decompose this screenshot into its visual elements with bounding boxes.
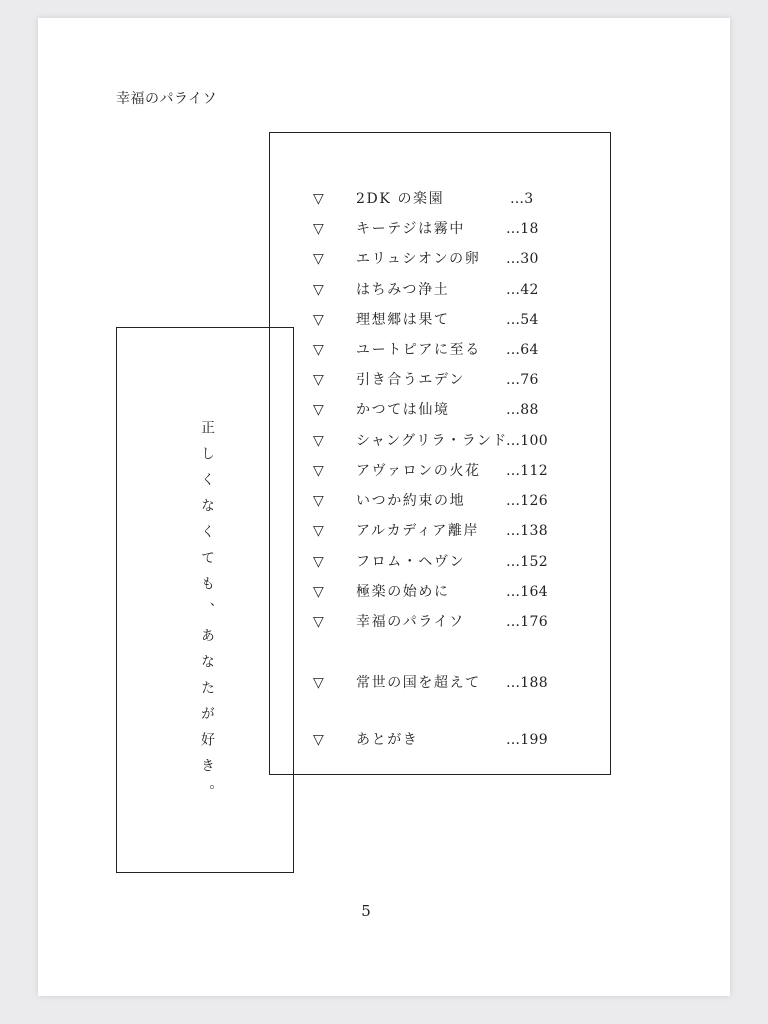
toc-entry-page: …42 xyxy=(506,282,539,298)
toc-entry-page: …188 xyxy=(506,675,548,691)
triangle-icon: ▽ xyxy=(313,221,326,237)
toc-entry-page: …76 xyxy=(506,372,539,388)
toc-entry-page: …152 xyxy=(506,554,548,570)
toc-entry-title: アルカディア離岸 xyxy=(356,523,480,539)
toc-entry xyxy=(270,612,610,632)
toc-entry xyxy=(270,521,610,541)
triangle-icon: ▽ xyxy=(313,402,326,418)
triangle-icon: ▽ xyxy=(313,614,326,630)
triangle-icon: ▽ xyxy=(313,463,326,479)
toc-entry-page: …164 xyxy=(506,584,548,600)
table-of-contents xyxy=(269,132,611,775)
toc-entry-title: フロム・ヘヴン xyxy=(356,554,466,570)
document-page xyxy=(38,18,730,996)
triangle-icon: ▽ xyxy=(313,342,326,358)
toc-entry xyxy=(270,219,610,239)
triangle-icon: ▽ xyxy=(313,732,326,748)
toc-entry-page: …100 xyxy=(506,433,548,449)
toc-entry xyxy=(270,552,610,572)
toc-entry-title: 幸福のパライソ xyxy=(356,614,465,630)
toc-entry xyxy=(270,431,610,451)
toc-entry xyxy=(270,340,610,360)
running-title: 幸福のパライソ xyxy=(116,91,218,107)
toc-entry xyxy=(270,370,610,390)
toc-entry xyxy=(270,461,610,481)
triangle-icon: ▽ xyxy=(313,584,326,600)
triangle-icon: ▽ xyxy=(313,554,326,570)
triangle-icon: ▽ xyxy=(313,433,326,449)
toc-entry-title: はちみつ浄土 xyxy=(356,282,450,298)
toc-entry-title: ユートピアに至る xyxy=(356,342,481,358)
toc-entry-page: …18 xyxy=(506,221,539,237)
toc-entry-title: 引き合うエデン xyxy=(356,372,465,388)
toc-entry xyxy=(270,310,610,330)
toc-entry-title: 2DK の楽園 xyxy=(356,191,445,207)
toc-entry xyxy=(270,582,610,602)
toc-entry-title: かつては仙境 xyxy=(356,402,450,418)
toc-entry-title: シャングリラ・ランド xyxy=(356,433,508,449)
triangle-icon: ▽ xyxy=(313,372,326,388)
toc-entry-title: 常世の国を超えて xyxy=(356,675,481,691)
triangle-icon: ▽ xyxy=(313,251,326,267)
toc-entry-page: …88 xyxy=(506,402,539,418)
triangle-icon: ▽ xyxy=(313,312,326,328)
toc-entry xyxy=(270,730,610,750)
toc-entry xyxy=(270,189,610,209)
toc-entry-page: …54 xyxy=(506,312,539,328)
toc-entry-page: …112 xyxy=(506,463,548,479)
toc-entry xyxy=(270,280,610,300)
toc-entry-page: …138 xyxy=(506,523,548,539)
toc-entry xyxy=(270,673,610,693)
toc-entry xyxy=(270,491,610,511)
epigraph-text: 正しくなくても、あなたが好き。 xyxy=(199,420,215,810)
toc-entry-page: …30 xyxy=(506,251,539,267)
triangle-icon: ▽ xyxy=(313,191,326,207)
toc-entry-title: キーテジは霧中 xyxy=(356,221,465,237)
toc-entry-title: エリュシオンの卵 xyxy=(356,251,481,267)
toc-entry-title: 理想郷は果て xyxy=(356,312,450,328)
triangle-icon: ▽ xyxy=(313,282,326,298)
toc-entry-title: いつか約束の地 xyxy=(356,493,466,509)
triangle-icon: ▽ xyxy=(313,675,326,691)
toc-entry-page: …64 xyxy=(506,342,539,358)
toc-entry-title: アヴァロンの火花 xyxy=(356,463,481,479)
toc-entry-page: …3 xyxy=(510,191,534,207)
triangle-icon: ▽ xyxy=(313,493,326,509)
triangle-icon: ▽ xyxy=(313,523,326,539)
toc-entry xyxy=(270,400,610,420)
toc-entry-title: あとがき xyxy=(356,732,419,748)
epigraph-box xyxy=(116,327,294,873)
toc-entry-title: 極楽の始めに xyxy=(356,584,450,600)
toc-entry-page: …199 xyxy=(506,732,548,748)
page-number: 5 xyxy=(361,902,371,920)
toc-entry xyxy=(270,249,610,269)
toc-entry-page: …126 xyxy=(506,493,548,509)
toc-entry-page: …176 xyxy=(506,614,548,630)
